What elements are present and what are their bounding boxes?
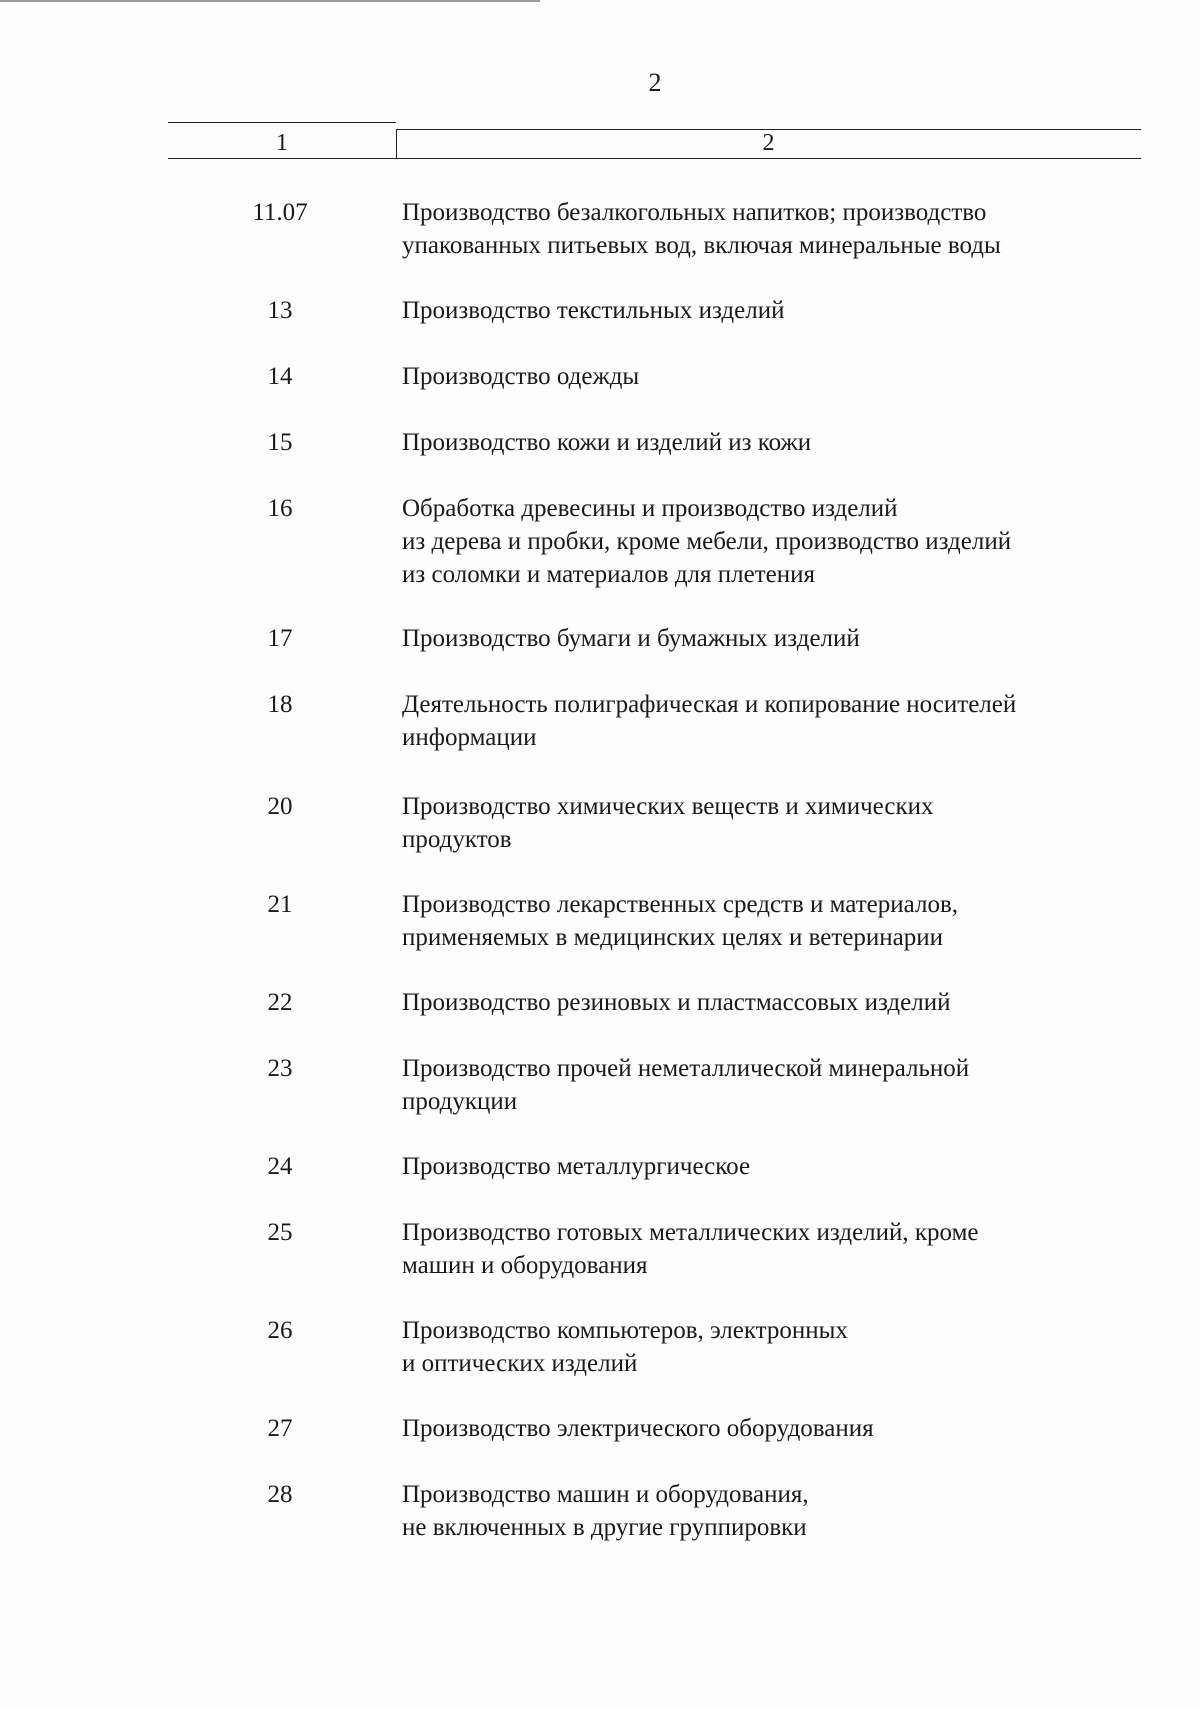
activity-description: Производство готовых металлических изделий, кроме машин и оборудования <box>402 1219 979 1279</box>
activity-description: Производство химических веществ и химических продуктов <box>402 793 934 853</box>
activity-code: 17 <box>267 625 293 652</box>
activity-description: Производство одежды <box>402 363 640 390</box>
activity-description: Производство машин и оборудования, не включенных в другие группировки <box>402 1481 809 1541</box>
activity-code: 24 <box>267 1153 293 1180</box>
activity-code: 18 <box>267 691 293 718</box>
activity-description: Производство бумаги и бумажных изделий <box>402 625 860 652</box>
activity-code: 26 <box>267 1317 293 1344</box>
activity-description: Производство электрического оборудования <box>402 1415 874 1442</box>
header-rule-top-left <box>168 122 396 123</box>
activity-code: 13 <box>267 297 293 324</box>
table-header <box>168 122 1141 159</box>
activity-description: Производство текстильных изделий <box>402 297 785 324</box>
activity-code: 20 <box>267 793 293 820</box>
activity-description: Обработка древесины и производство изделий из дерева и пробки, кроме мебели, производство изделий из соломки и материалов для плетения <box>402 495 1012 588</box>
activity-code: 14 <box>267 363 293 390</box>
activity-description: Производство безалкогольных напитков; производство упакованных питьевых вод, включая минеральные воды <box>402 199 1001 259</box>
activity-description: Производство металлургическое <box>402 1153 751 1180</box>
activity-code: 27 <box>267 1415 293 1442</box>
header-col-1: 1 <box>276 130 288 156</box>
activity-description: Производство прочей неметаллической минеральной продукции <box>402 1055 970 1115</box>
activity-code: 25 <box>267 1219 293 1246</box>
activity-code: 11.07 <box>252 199 308 226</box>
scan-edge-line <box>0 0 540 2</box>
activity-code: 21 <box>267 891 293 918</box>
activity-code: 22 <box>267 989 293 1016</box>
activity-code: 15 <box>267 429 293 456</box>
header-col-2: 2 <box>762 130 775 156</box>
activity-code: 16 <box>267 495 293 522</box>
page-number: 2 <box>648 68 662 97</box>
activity-description: Производство лекарственных средств и материалов, применяемых в медицинских целях и ветеринарии <box>402 891 958 951</box>
header-rule-bottom <box>168 158 1141 159</box>
activity-description: Производство резиновых и пластмассовых изделий <box>402 989 951 1016</box>
activity-description: Деятельность полиграфическая и копирование носителей информации <box>402 691 1017 751</box>
activity-description: Производство компьютеров, электронных и оптических изделий <box>402 1317 848 1377</box>
activity-description: Производство кожи и изделий из кожи <box>402 429 812 456</box>
activity-code: 23 <box>267 1055 293 1082</box>
activity-code: 28 <box>267 1481 293 1508</box>
